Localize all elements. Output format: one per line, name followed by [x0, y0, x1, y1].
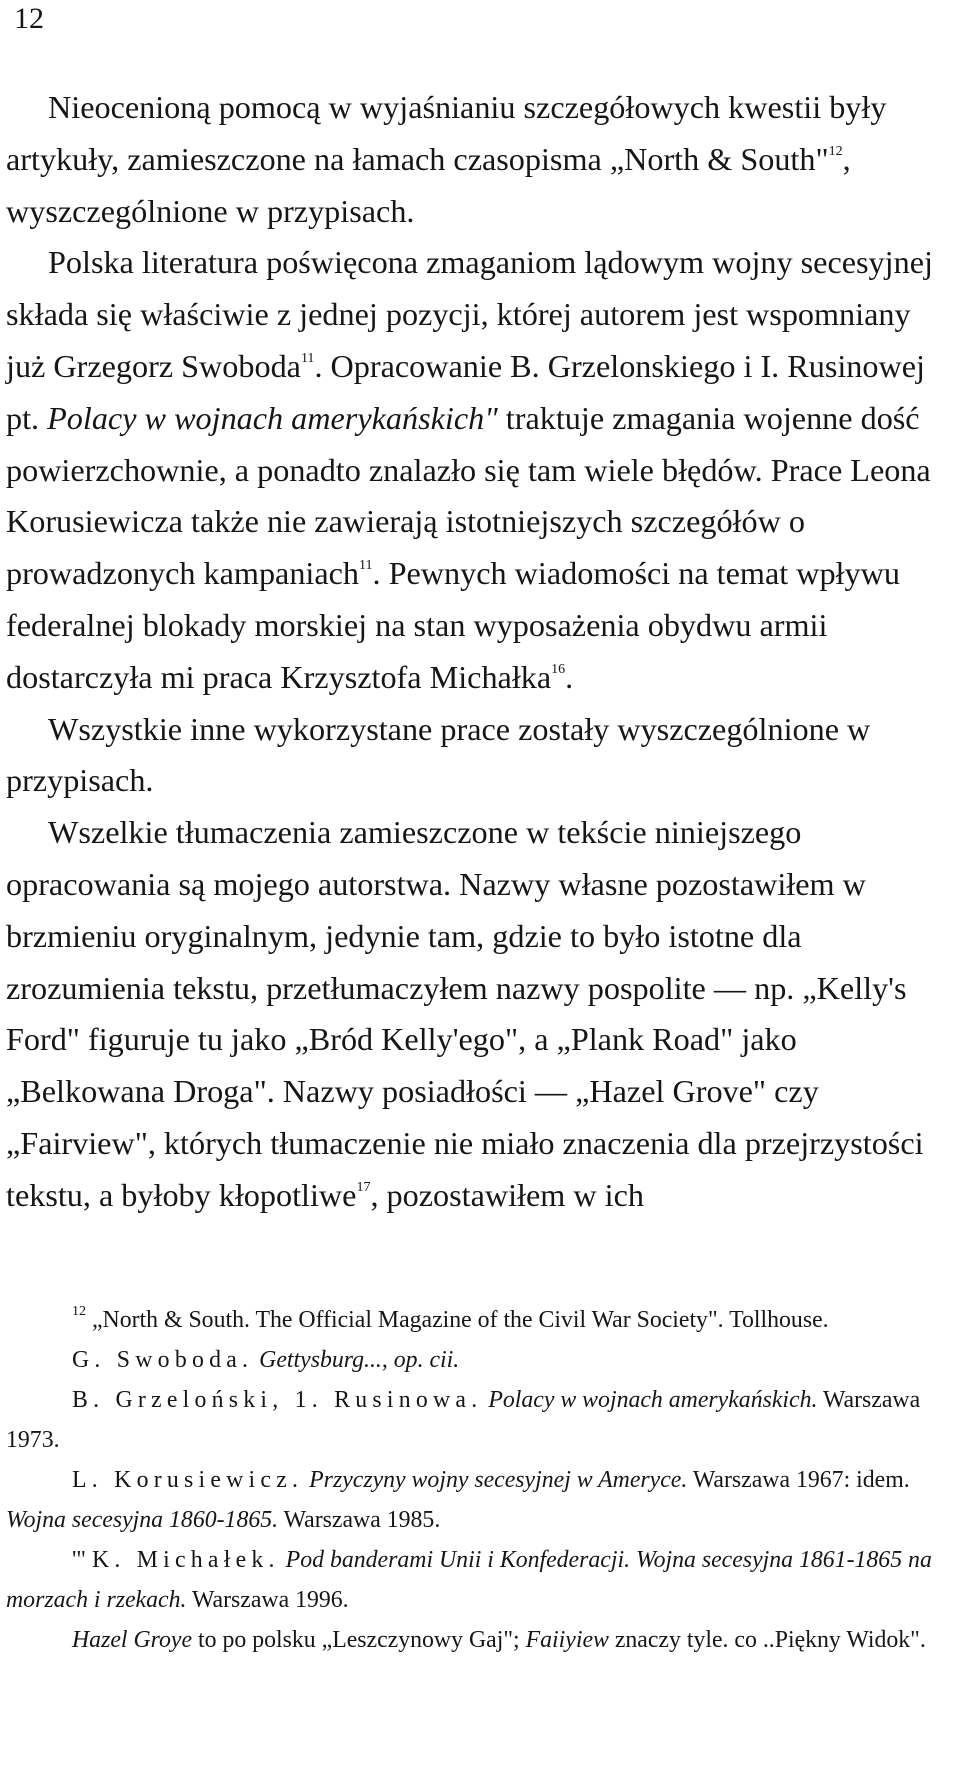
- footnote-author: B. Grzeloński, 1. Rusinowa.: [72, 1387, 483, 1413]
- footnote-ref: 16: [551, 661, 566, 677]
- footnote-marker: '": [72, 1547, 87, 1573]
- footnote-author: K. Michałek.: [91, 1547, 280, 1573]
- footnote-item: $^{12}$ „North & South. The Official Magazine of the Civil War Society". Tollhouse.: [72, 1304, 829, 1333]
- footnote-ref: 17: [356, 1179, 371, 1195]
- footnote-title: Polacy w wojnach amerykańskich.: [488, 1387, 818, 1413]
- footnote-item: Hazel Groye to po polsku „Leszczynowy Gaj"; Faiiyiew znaczy tyle. co ..Piękny Widok".: [72, 1627, 926, 1653]
- footnote-item: '" K. Michałek. Pod banderami Unii i Konfederacji. Wojna secesyjna 1861-1865 na morzach i rzekach. Warszawa 1996.: [6, 1547, 932, 1613]
- paragraph-sources: Nieocenioną pomocą w wyjaśnianiu szczegółowych kwestii były artykuły, zamieszczone na łamach czasopisma „North & South"$^{12}$, wyszczególnione w przypisach.: [6, 89, 887, 229]
- footnote-author: G. Swoboda.: [72, 1347, 254, 1373]
- footnote-marker: 12: [72, 1304, 86, 1319]
- footnote-ref: 12: [828, 143, 843, 159]
- footnote-title: Przyczyny wojny secesyjnej w Ameryce.: [309, 1467, 688, 1493]
- paragraph-other-works: Wszystkie inne wykorzystane prace zostały wyszczególnione w przypisach.: [6, 710, 871, 799]
- paragraph-translations: Wszelkie tłumaczenia zamieszczone w tekście niniejszego opracowania są mojego autorstwa. Nazwy własne pozostawiłem w brzmieniu oryginalnym, jedynie tam, gdzie to było istotne dla zrozumienia tekstu, przetłumaczyłem nazwy pospolite — np. „Kelly's Ford" figuruje tu jako „Bród Kelly'ego", a „Plank Road" jako „Belkowana Droga". Nazwy posiadłości — „Hazel Grove" czy „Fairview", których tłumaczenie nie miało znaczenia dla przejrzystości tekstu, a byłoby kłopotliwe$^{17}$, pozostawiłem w ich: [6, 814, 924, 1213]
- footnote-title: Gettysburg..., op. cii.: [259, 1347, 460, 1373]
- footnote-item: B. Grzeloński, 1. Rusinowa. Polacy w wojnach amerykańskich. Warszawa 1973.: [6, 1387, 921, 1453]
- footnote-ref: 11: [359, 558, 373, 574]
- paragraph-literature: Polska literatura poświęcona zmaganiom lądowym wojny secesyjnej składa się właściwie z jednej pozycji, której autorem jest wspomniany już Grzegorz Swoboda$^{11}$. Opracowanie B. Grzelonskiego i I. Rusinowej pt. Polacy w wojnach amerykańskich" traktuje zmagania wojenne dość powierzchownie, a ponadto znalazło się tam wiele błędów. Prace Leona Korusiewicza także nie zawierają istotniejszych szczegółów o prowadzonych kampaniach$^{11}$. Pewnych wiadomości na temat wpływu federalnej blokady morskiej na stan wyposażenia obydwu armii dostarczyła mi praca Krzysztofa Michałka$^{16}$.: [6, 244, 933, 695]
- footnote-title: Wojna secesyjna 1860-1865.: [6, 1507, 279, 1533]
- book-title: Polacy w wojnach amerykańskich": [47, 399, 498, 436]
- footnote-author: L. Korusiewicz.: [72, 1467, 304, 1493]
- footnote-ref: 11: [300, 350, 315, 366]
- footnote-title: Faiiyiew: [525, 1627, 609, 1653]
- footnote-title: Hazel Groye: [72, 1627, 193, 1653]
- footnote-item: L. Korusiewicz. Przyczyny wojny secesyjnej w Ameryce. Warszawa 1967: idem. Wojna secesyjna 1860-1865. Warszawa 1985.: [6, 1467, 910, 1533]
- page-number: 12: [14, 2, 44, 35]
- main-text: [6, 82, 950, 1222]
- footnote-title: Pod banderami Unii i Konfederacji. Wojna secesyjna 1861-1865 na morzach i rzekach.: [6, 1547, 932, 1613]
- footnotes: [6, 1300, 946, 1660]
- footnote-item: [6, 1340, 946, 1380]
